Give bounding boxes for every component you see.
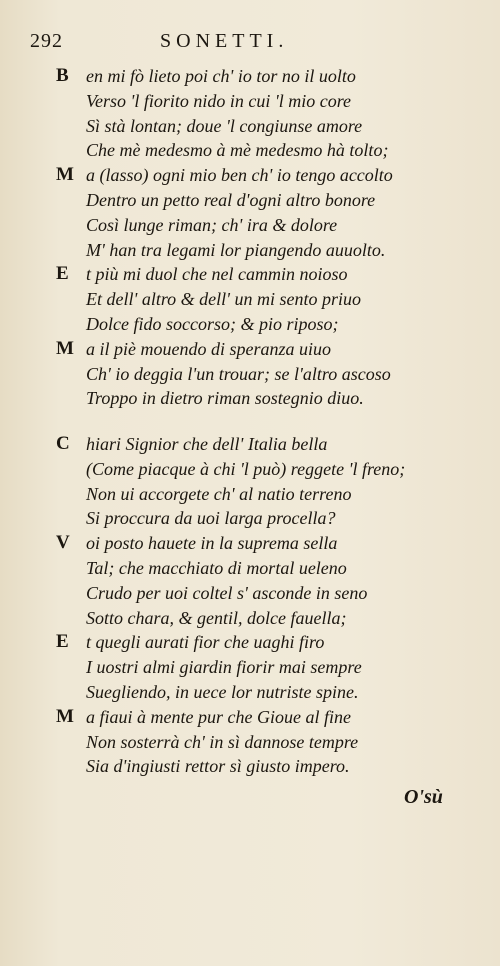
sonnet-1 xyxy=(56,64,393,411)
verse-text: en mi fò lieto poi ch' io tor no il uolto xyxy=(86,66,356,86)
verse-text: Non sosterrà ch' in sì dannose tempre xyxy=(86,731,359,752)
verse-text: Sia d'ingiusti rettor sì giusto impero. xyxy=(86,756,350,777)
verse-text: Et dell' altro & dell' un mi sento priuo xyxy=(86,289,362,310)
verse-text: Non ui accorgete ch' al natio terreno xyxy=(86,483,352,504)
verse-text: Dolce fido soccorso; & pio riposo; xyxy=(86,313,339,334)
verse-text: t più mi duol che nel cammin noioso xyxy=(86,264,348,285)
verse-text: Suegliendo, in uece lor nutriste spine. xyxy=(86,681,359,702)
verse-line xyxy=(56,457,405,482)
catchword: O'sù xyxy=(404,786,443,808)
verse-line xyxy=(56,64,393,89)
drop-initial: C xyxy=(56,433,70,454)
verse-text: oi posto hauete in la suprema sella xyxy=(86,533,338,554)
verse-line xyxy=(56,386,393,411)
verse-line xyxy=(56,730,405,755)
verse-text: M' han tra legami lor piangendo auuolto. xyxy=(86,239,386,260)
drop-initial: M xyxy=(56,337,74,359)
verse-line xyxy=(56,89,393,114)
verse-text: I uostri almi giardin fiorir mai sempre xyxy=(86,657,362,678)
verse-text: Tal; che macchiato di mortal ueleno xyxy=(86,557,347,578)
verse-text: t quegli aurati fior che uaghi firo xyxy=(86,632,325,653)
drop-initial: V xyxy=(56,532,70,554)
verse-text: Sì stà lontan; doue 'l congiunse amore xyxy=(86,115,363,136)
verse-text: a (lasso) ogni mio ben ch' io tengo accolto xyxy=(86,165,393,186)
sonnet-2 xyxy=(56,432,405,779)
verse-text: Sotto chara, & gentil, dolce fauella; xyxy=(86,607,347,628)
verse-line xyxy=(56,556,405,581)
page-number: 292 xyxy=(30,30,63,52)
verse-line xyxy=(56,655,405,680)
verse-text: (Come piacque à chi 'l può) reggete 'l freno; xyxy=(86,458,406,479)
verse-text: a il piè mouendo di speranza uiuo xyxy=(86,338,331,359)
verse-line xyxy=(56,754,405,779)
verse-text: Ch' io deggia l'un trouar; se l'altro ascoso xyxy=(86,363,391,384)
verse-line xyxy=(56,630,405,655)
verse-text: Troppo in dietro riman sostegnio diuo. xyxy=(86,388,364,409)
verse-text: Verso 'l fiorito nido in cui 'l mio core xyxy=(86,90,352,111)
drop-initial: E xyxy=(56,263,69,285)
drop-initial: M xyxy=(56,705,74,727)
verse-text: Così lunge riman; ch' ira & dolore xyxy=(86,214,338,235)
verse-line xyxy=(56,705,405,730)
verse-line xyxy=(56,432,405,457)
verse-line xyxy=(56,188,393,213)
verse-line xyxy=(56,606,405,631)
verse-line xyxy=(56,362,393,387)
verse-line xyxy=(56,114,393,139)
drop-initial: E xyxy=(56,631,69,653)
verse-line xyxy=(56,138,393,163)
drop-initial: M xyxy=(56,164,74,186)
verse-line xyxy=(56,506,405,531)
verse-line xyxy=(56,163,393,188)
verse-line xyxy=(56,287,393,312)
verse-text: Crudo per uoi coltel s' asconde in seno xyxy=(86,582,368,603)
verse-text: Che mè medesmo à mè medesmo hà tolto; xyxy=(86,140,389,161)
verse-text: hiari Signior che dell' Italia bella xyxy=(86,434,328,454)
verse-text: a fiaui à mente pur che Gioue al fine xyxy=(86,706,351,727)
verse-line xyxy=(56,531,405,556)
verse-text: Dentro un petto real d'ogni altro bonore xyxy=(86,189,376,210)
verse-line xyxy=(56,312,393,337)
verse-line xyxy=(56,482,405,507)
drop-initial: B xyxy=(56,65,69,86)
verse-line xyxy=(56,238,393,263)
verse-text: Si proccura da uoi larga procella? xyxy=(86,508,336,529)
verse-line xyxy=(56,680,405,705)
verse-line xyxy=(56,337,393,362)
verse-line xyxy=(56,581,405,606)
verse-line xyxy=(56,213,393,238)
running-title: SONETTI. xyxy=(160,30,289,52)
verse-line xyxy=(56,262,393,287)
